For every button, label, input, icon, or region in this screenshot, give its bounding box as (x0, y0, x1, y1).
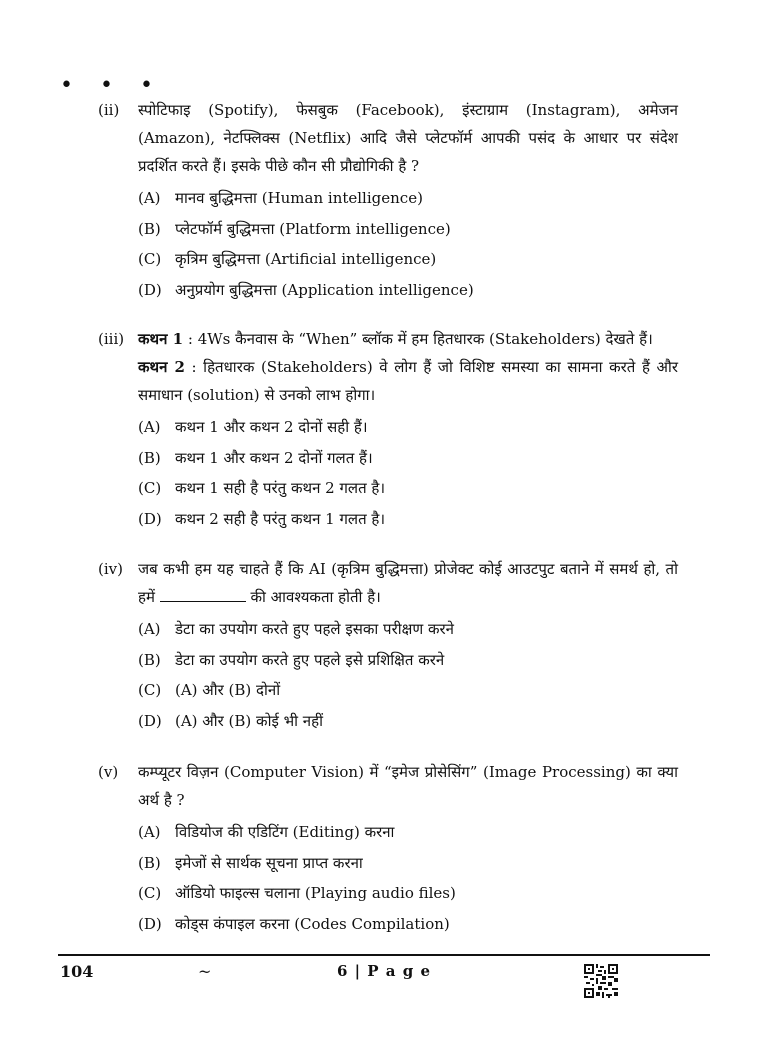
page-number: 6 | P a g e (336, 962, 432, 980)
question-number: (iv) (98, 560, 123, 578)
footer-tilde: ~ (198, 962, 212, 981)
question-iv (98, 555, 678, 736)
statement-2-label: कथन 2 (138, 358, 185, 376)
fill-in-blank (160, 585, 246, 602)
statement-2-text: : हितधारक (Stakeholders) वे लोग हैं जो विशिष्ट समस्या का सामना करते हैं और समाधान (solution) से उनको लाभ होगा। (138, 358, 678, 404)
option-b: (B) डेटा का उपयोग करते हुए पहले इसे प्रशिक्षित करने (138, 650, 445, 669)
statement-1 (138, 325, 678, 353)
option-a: (A) कथन 1 और कथन 2 दोनों सही हैं। (138, 418, 368, 437)
option-d: (D) कोड्स कंपाइल करना (Codes Compilation) (138, 914, 450, 933)
statement-1-text: : 4Ws कैनवास के “When” ब्लॉक में हम हितधारक (Stakeholders) देखते हैं। (187, 330, 653, 348)
question-number: (v) (98, 763, 119, 781)
option-a: (A) विडियोज की एडिटिंग (Editing) करना (138, 823, 395, 842)
question-iii (98, 325, 678, 534)
bullet-dots: • • • (60, 73, 163, 98)
statement-1-label: कथन 1 (138, 330, 184, 348)
question-ii (98, 96, 678, 305)
option-c: (C) कथन 1 सही है परंतु कथन 2 गलत है। (138, 479, 386, 498)
question-number: (iii) (98, 330, 125, 348)
option-c: (C) कृत्रिम बुद्धिमत्ता (Artificial intelligence) (138, 250, 437, 269)
option-c: (C) (A) और (B) दोनों (138, 681, 281, 700)
statement-2 (138, 353, 678, 409)
option-a: (A) डेटा का उपयोग करते हुए पहले इसका परीक्षण करने (138, 620, 454, 639)
question-v (98, 758, 678, 939)
option-b: (B) प्लेटफॉर्म बुद्धिमत्ता (Platform intelligence) (138, 219, 451, 238)
option-d: (D) (A) और (B) कोई भी नहीं (138, 711, 323, 730)
option-d: (D) कथन 2 सही है परंतु कथन 1 गलत है। (138, 509, 386, 528)
option-b: (B) कथन 1 और कथन 2 दोनों गलत हैं। (138, 448, 373, 467)
qr-code-icon (584, 964, 618, 998)
paper-code: 104 (60, 962, 94, 981)
option-c: (C) ऑडियो फाइल्स चलाना (Playing audio files) (138, 884, 456, 903)
option-a: (A) मानव बुद्धिमत्ता (Human intelligence) (138, 189, 423, 208)
question-text: कम्प्यूटर विज़न (Computer Vision) में “इमेज प्रोसेसिंग” (Image Processing) का क्या अर्थ है ? (138, 763, 678, 809)
option-b: (B) इमेजों से सार्थक सूचना प्राप्त करना (138, 853, 363, 872)
footer-rule (58, 954, 710, 956)
question-number: (ii) (98, 101, 120, 119)
option-d: (D) अनुप्रयोग बुद्धिमत्ता (Application intelligence) (138, 280, 474, 299)
question-text: स्पोटिफाइ (Spotify), फेसबुक (Facebook), इंस्टाग्राम (Instagram), अमेजन (Amazon), नेटफ्लिक्स (Netflix) आदि जैसे प्लेटफॉर्म आपकी पसंद के आधार पर संदेश प्रदर्शित करते हैं। इसके पीछे कौन सी प्रौद्योगिकी है ? (138, 101, 678, 175)
question-text: जब कभी हम यह चाहते हैं कि AI (कृत्रिम बुद्धिमत्ता) प्रोजेक्ट कोई आउटपुट बताने में समर्थ हो, तो हमें की आवश्यकता होती है। (138, 560, 678, 606)
